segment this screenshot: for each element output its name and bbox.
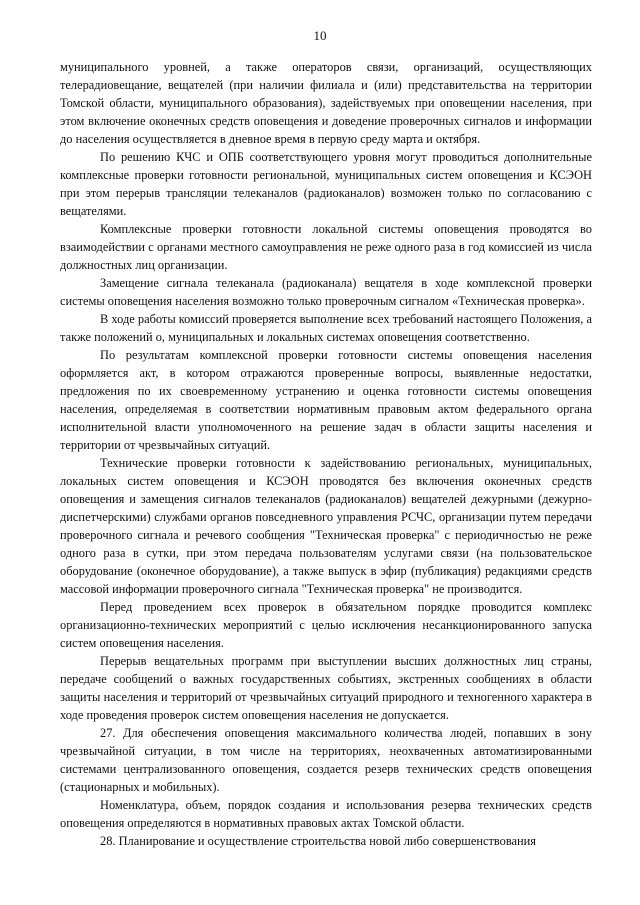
paragraph-reserve-nomenclature: Номенклатура, объем, порядок создания и использования резерва технических средств оповещения определяются в нормативных правовых актах Томской области.: [60, 798, 592, 830]
paragraph-continuation: муниципального уровней, а также операторов связи, организаций, осуществляющих телерадиовещание, вещателей (при наличии филиала и (или) представительства на территории Томской области, муниципального образования), задействуемых при оповещении населения, при этом включение оконечных средств оповещения и доведение проверочных сигналов и информации до населения осуществляется в дневное время в первую среду марта и октября.: [60, 60, 592, 146]
paragraph-organizational-measures: Перед проведением всех проверок в обязательном порядке проводится комплекс организационно-технических мероприятий с целью исключения несанкционированного запуска систем оповещения населения.: [60, 600, 592, 650]
document-body: [60, 58, 592, 850]
paragraph-broadcast-interruption: Перерыв вещательных программ при выступлении высших должностных лиц страны, передаче сообщений о важных государственных событиях, экстренных сообщениях в области защиты населения и территорий от чрезвычайных ситуаций природного и техногенного характера в ходе проведения проверок систем оповещения населения не допускается.: [60, 654, 592, 722]
paragraph-item-28: 28. Планирование и осуществление строительства новой либо совершенствования: [100, 834, 536, 848]
paragraph-check-results-act: По результатам комплексной проверки готовности системы оповещения населения оформляется акт, в котором отражаются проверенные вопросы, выявленные недостатки, предложения по их своевременному устранению и оценка готовности системы оповещения населения, определяемая в соответствии нормативным правовым актом федерального органа исполнительной власти уполномоченного на решение задач в области защиты населения и территории от чрезвычайных ситуаций.: [60, 348, 592, 452]
paragraph-signal-replacement: Замещение сигнала телеканала (радиоканала) вещателя в ходе комплексной проверки системы оповещения населения возможно только проверочным сигналом «Техническая проверка».: [60, 276, 592, 308]
page-number: 10: [313, 28, 327, 43]
paragraph-commission-work: В ходе работы комиссий проверяется выполнение всех требований настоящего Положения, а также положений о, муниципальных и локальных системах оповещения соответственно.: [60, 312, 592, 344]
paragraph-technical-checks: Технические проверки готовности к задействованию региональных, муниципальных, локальных систем оповещения и КСЭОН проводятся без включения оконечных средств оповещения и замещения сигналов телеканалов (радиоканалов) вещателей дежурными (дежурно-диспетчерскими) службами органов повседневного управления РСЧС, организации путем передачи проверочного сигнала и речевого сообщения "Техническая проверка" с периодичностью не реже одного раза в сутки, при этом передача пользователям услугами связи (на пользовательское оборудование (оконечное оборудование), а также выпуск в эфир (публикация) редакциями средств массовой информации проверочного сигнала "Техническая проверка" не производится.: [60, 456, 592, 596]
paragraph-local-system-checks: Комплексные проверки готовности локальной системы оповещения проводятся во взаимодействии с органами местного самоуправления не реже одного раза в год комиссией из числа должностных лиц организации.: [60, 222, 592, 272]
paragraph-item-27: 27. Для обеспечения оповещения максимального количества людей, попавших в зону чрезвычайной ситуации, в том числе на территориях, неохваченных автоматизированными системами централизованного оповещения, создается резерв технических средств оповещения (стационарных и мобильных).: [60, 726, 592, 794]
paragraph-additional-checks: По решению КЧС и ОПБ соответствующего уровня могут проводиться дополнительные комплексные проверки готовности региональной, муниципальных систем оповещения и КСЭОН при этом перерыв трансляции телеканалов (радиоканалов) возможен только по согласованию с вещателями.: [60, 150, 592, 218]
